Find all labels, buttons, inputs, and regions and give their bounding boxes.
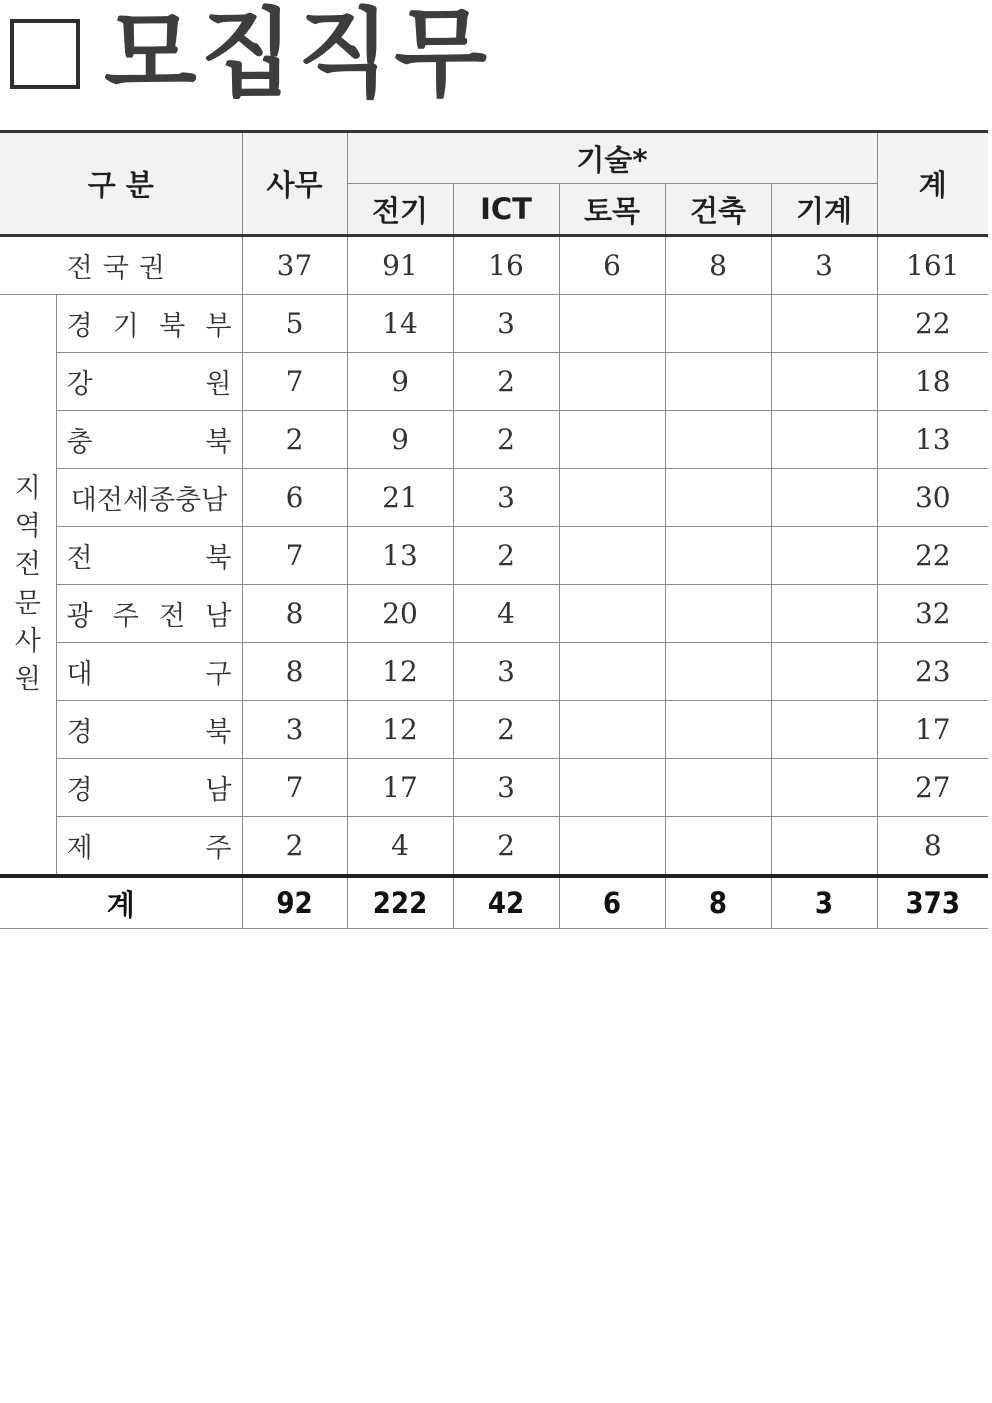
- header-tech-group: 기술*: [347, 132, 877, 184]
- region-label-cell: [56, 295, 242, 353]
- national-label-cell: [0, 236, 242, 295]
- national-architecture: 8: [665, 236, 771, 295]
- region-electric-cell: 13: [347, 527, 453, 585]
- region-electric-cell: 12: [347, 643, 453, 701]
- table-row: [0, 701, 988, 759]
- header-office: 사무: [242, 132, 347, 236]
- region-label: [57, 826, 242, 865]
- region-ict-cell: 2: [453, 411, 559, 469]
- header-tech-mechanical: 기계: [771, 184, 877, 236]
- region-architecture-cell: [665, 527, 771, 585]
- region-label: [57, 536, 242, 575]
- region-electric-cell: 21: [347, 469, 453, 527]
- header-tech-ict: ICT: [453, 184, 559, 236]
- region-total-cell: 23: [877, 643, 988, 701]
- region-label-part: 전: [159, 601, 186, 632]
- region-total-cell: 27: [877, 759, 988, 817]
- region-label-part: 북: [205, 543, 232, 574]
- table-row: [0, 759, 988, 817]
- regional-group-char: 원: [14, 664, 41, 696]
- region-label-part: 부: [205, 311, 232, 342]
- region-architecture-cell: [665, 701, 771, 759]
- region-mechanical-cell: [771, 353, 877, 411]
- region-label: [57, 594, 242, 633]
- region-ict-cell: 3: [453, 643, 559, 701]
- region-electric-cell: 9: [347, 353, 453, 411]
- table-row: [0, 817, 988, 877]
- national-label: 전국권: [66, 253, 175, 284]
- region-label: [57, 652, 242, 691]
- national-civil: 6: [559, 236, 665, 295]
- regional-group-char: 전: [14, 549, 41, 581]
- region-architecture-cell: [665, 643, 771, 701]
- regional-group-char: 사: [14, 625, 41, 657]
- national-ict: 16: [453, 236, 559, 295]
- region-civil-cell: [559, 295, 665, 353]
- regional-group-vertical-text: [0, 470, 56, 700]
- region-label: [57, 304, 242, 343]
- table-row: [0, 585, 988, 643]
- region-office-cell: 3: [242, 701, 347, 759]
- region-label-part: 주: [205, 833, 232, 864]
- region-mechanical-cell: [771, 585, 877, 643]
- region-label: [57, 420, 242, 459]
- region-office-cell: 7: [242, 353, 347, 411]
- table-row: [0, 527, 988, 585]
- region-label-part: 경: [66, 775, 93, 806]
- region-architecture-cell: [665, 469, 771, 527]
- region-civil-cell: [559, 643, 665, 701]
- region-label: [57, 362, 242, 401]
- total-label: 계: [0, 876, 242, 929]
- total-mechanical-cell: 3: [771, 876, 877, 929]
- region-mechanical-cell: [771, 701, 877, 759]
- region-label-part: 북: [205, 427, 232, 458]
- region-ict-cell: 2: [453, 527, 559, 585]
- region-label-part: 강: [66, 369, 93, 400]
- region-label-cell: [56, 759, 242, 817]
- region-label-cell: [56, 353, 242, 411]
- region-mechanical-cell: [771, 469, 877, 527]
- region-total-cell: 18: [877, 353, 988, 411]
- region-mechanical-cell: [771, 817, 877, 877]
- region-civil-cell: [559, 469, 665, 527]
- region-ict-cell: 2: [453, 817, 559, 877]
- regional-group-char: 역: [14, 510, 41, 542]
- region-ict-cell: 3: [453, 759, 559, 817]
- region-electric-cell: 20: [347, 585, 453, 643]
- region-label: [57, 710, 242, 749]
- national-mechanical: 3: [771, 236, 877, 295]
- checkbox-square-icon: [10, 19, 80, 89]
- title-row: [10, 0, 491, 110]
- region-total-cell: 22: [877, 527, 988, 585]
- region-ict-cell: 4: [453, 585, 559, 643]
- region-office-cell: 8: [242, 585, 347, 643]
- region-civil-cell: [559, 701, 665, 759]
- region-label-part: 구: [205, 659, 232, 690]
- national-electric: 91: [347, 236, 453, 295]
- region-electric-cell: 14: [347, 295, 453, 353]
- region-label-part: 충: [66, 427, 93, 458]
- region-label-cell: [56, 585, 242, 643]
- region-architecture-cell: [665, 295, 771, 353]
- region-civil-cell: [559, 585, 665, 643]
- table-row: [0, 643, 988, 701]
- header-tech-civil: 토목: [559, 184, 665, 236]
- region-office-cell: 2: [242, 817, 347, 877]
- total-architecture-cell: 8: [665, 876, 771, 929]
- region-office-cell: 7: [242, 759, 347, 817]
- region-architecture-cell: [665, 585, 771, 643]
- region-label-cell: [56, 527, 242, 585]
- table-row: [0, 295, 988, 353]
- region-civil-cell: [559, 759, 665, 817]
- region-label-part: 기: [112, 311, 139, 342]
- region-office-cell: 6: [242, 469, 347, 527]
- regional-group-char: 지: [14, 472, 41, 504]
- region-label-part: 대: [66, 659, 93, 690]
- table-row: [0, 411, 988, 469]
- page-title: 모집직무: [104, 0, 491, 110]
- region-office-cell: 7: [242, 527, 347, 585]
- header-row-1: [0, 132, 988, 184]
- table-row-total: [0, 876, 988, 929]
- total-total-cell: 373: [877, 876, 988, 929]
- region-label-cell: [56, 469, 242, 527]
- region-label-part: 남: [205, 601, 232, 632]
- regional-group-label: [0, 295, 56, 877]
- total-civil-cell: 6: [559, 876, 665, 929]
- table-row: [0, 469, 988, 527]
- region-electric-cell: 4: [347, 817, 453, 877]
- region-architecture-cell: [665, 759, 771, 817]
- region-label-part: 북: [205, 717, 232, 748]
- region-total-cell: 8: [877, 817, 988, 877]
- region-total-cell: 32: [877, 585, 988, 643]
- region-ict-cell: 3: [453, 295, 559, 353]
- total-electric-cell: 222: [347, 876, 453, 929]
- region-office-cell: 8: [242, 643, 347, 701]
- region-label: [57, 478, 242, 517]
- region-civil-cell: [559, 527, 665, 585]
- region-label-part: 전: [66, 543, 93, 574]
- region-mechanical-cell: [771, 295, 877, 353]
- recruitment-table: [0, 130, 988, 929]
- region-mechanical-cell: [771, 411, 877, 469]
- region-mechanical-cell: [771, 527, 877, 585]
- region-electric-cell: 12: [347, 701, 453, 759]
- region-mechanical-cell: [771, 643, 877, 701]
- region-ict-cell: 3: [453, 469, 559, 527]
- region-label-part: 원: [205, 369, 232, 400]
- region-office-cell: 2: [242, 411, 347, 469]
- region-label-cell: [56, 817, 242, 877]
- region-label-part: 경: [66, 311, 93, 342]
- region-label-part: 대전세종충남: [70, 485, 228, 516]
- region-label-part: 제: [66, 833, 93, 864]
- table-row-national: [0, 236, 988, 295]
- region-civil-cell: [559, 411, 665, 469]
- region-label-cell: [56, 643, 242, 701]
- region-architecture-cell: [665, 411, 771, 469]
- region-label: [57, 768, 242, 807]
- region-label-part: 남: [205, 775, 232, 806]
- region-label-part: 북: [159, 311, 186, 342]
- region-total-cell: 17: [877, 701, 988, 759]
- region-total-cell: 22: [877, 295, 988, 353]
- header-total: 계: [877, 132, 988, 236]
- region-label-part: 광: [66, 601, 93, 632]
- region-label-cell: [56, 411, 242, 469]
- region-architecture-cell: [665, 817, 771, 877]
- region-label-part: 경: [66, 717, 93, 748]
- total-ict-cell: 42: [453, 876, 559, 929]
- region-total-cell: 30: [877, 469, 988, 527]
- header-tech-architecture: 건축: [665, 184, 771, 236]
- region-total-cell: 13: [877, 411, 988, 469]
- national-total: 161: [877, 236, 988, 295]
- region-label-cell: [56, 701, 242, 759]
- national-office: 37: [242, 236, 347, 295]
- header-tech-electric: 전기: [347, 184, 453, 236]
- region-electric-cell: 17: [347, 759, 453, 817]
- region-ict-cell: 2: [453, 353, 559, 411]
- region-architecture-cell: [665, 353, 771, 411]
- region-label-part: 주: [112, 601, 139, 632]
- table-row: [0, 353, 988, 411]
- region-mechanical-cell: [771, 759, 877, 817]
- regional-group-char: 문: [14, 587, 41, 619]
- region-office-cell: 5: [242, 295, 347, 353]
- region-ict-cell: 2: [453, 701, 559, 759]
- region-civil-cell: [559, 817, 665, 877]
- header-category: 구 분: [0, 132, 242, 236]
- total-office-cell: 92: [242, 876, 347, 929]
- region-electric-cell: 9: [347, 411, 453, 469]
- region-civil-cell: [559, 353, 665, 411]
